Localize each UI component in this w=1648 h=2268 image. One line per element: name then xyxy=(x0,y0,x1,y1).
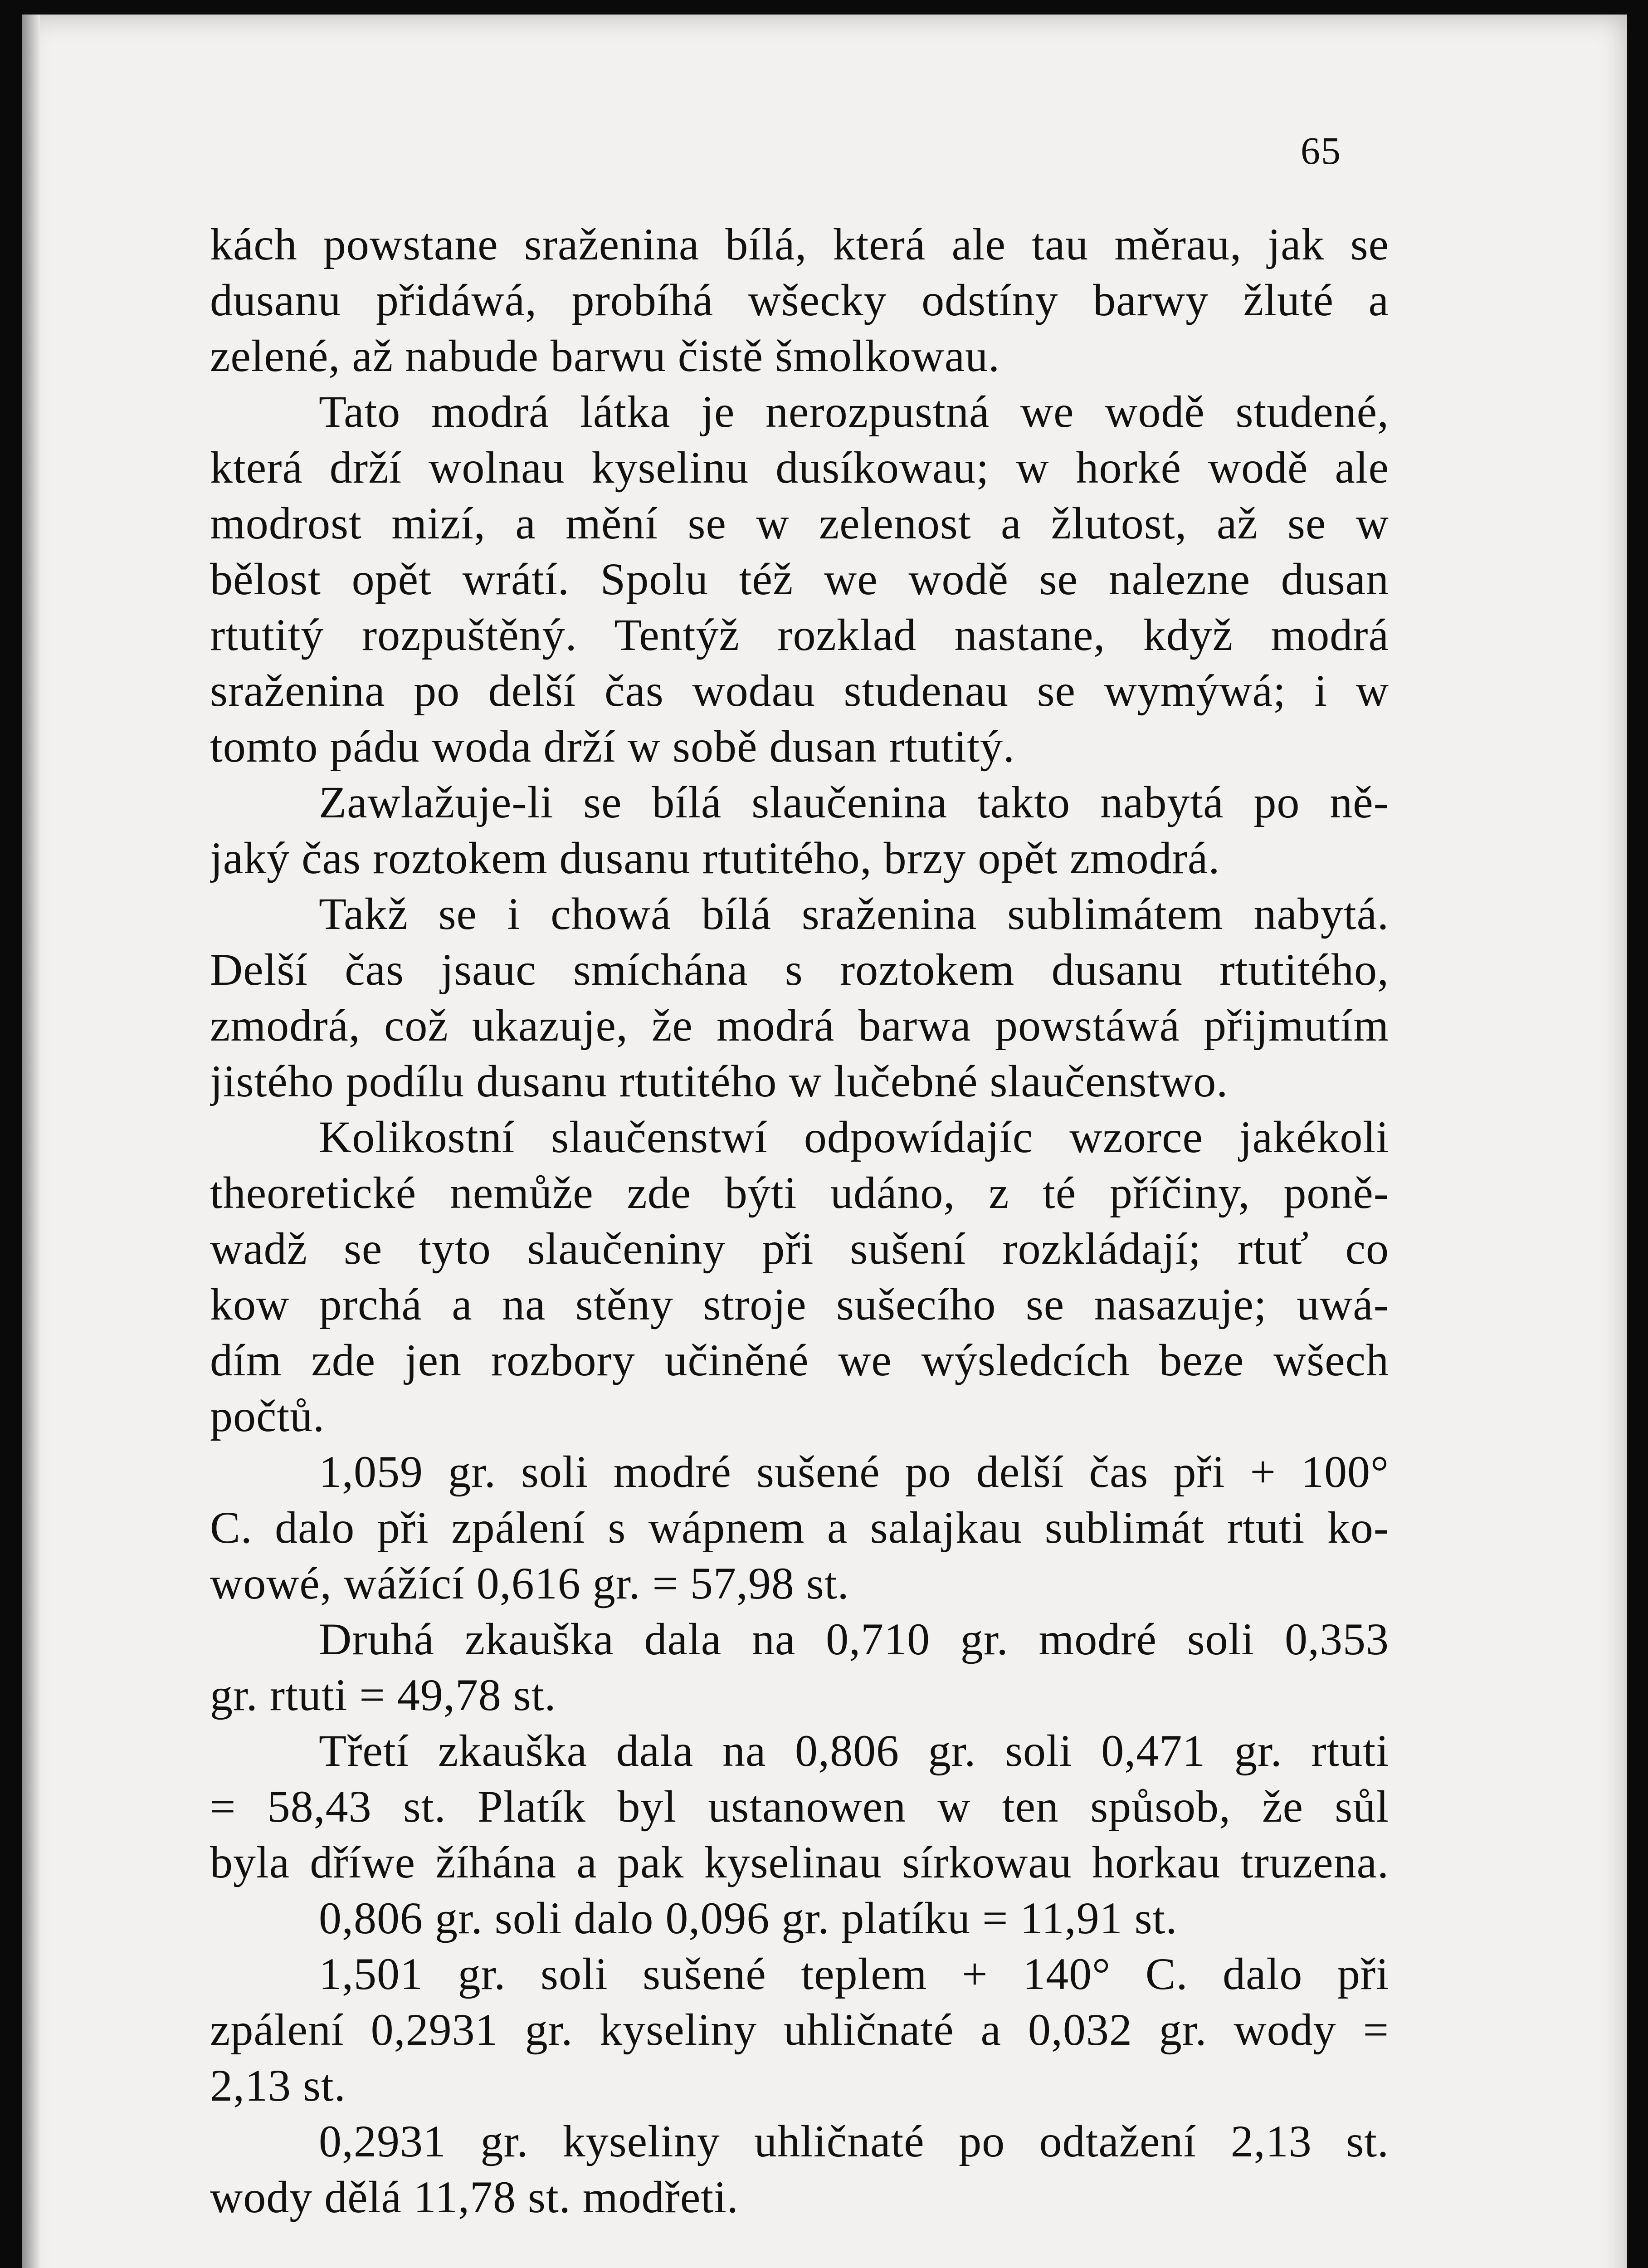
text-line: jistého podílu dusanu rtutitého w lučebné slaučenstwo. xyxy=(210,1056,1229,1106)
text-line: Zawlažuje-li se bílá slaučenina takto nabytá po ně- xyxy=(319,777,1389,827)
text-line: gr. rtuti = 49,78 st. xyxy=(210,1670,556,1720)
text-line: kách powstane sraženina bílá, která ale tau měrau, jak se xyxy=(210,219,1389,269)
text-line: zelené, až nabude barwu čistě šmolkowau. xyxy=(210,331,1000,381)
text-line: = 58,43 st. Platík byl ustanowen w ten spůsob, že sůl xyxy=(210,1781,1389,1832)
body-text xyxy=(210,216,1389,2225)
text-line: Třetí zkauška dala na 0,806 gr. soli 0,471 gr. rtuti xyxy=(319,1725,1389,1776)
page-spine-shadow xyxy=(22,15,40,2268)
text-line: zpálení 0,2931 gr. kyseliny uhličnaté a 0,032 gr. wody = xyxy=(210,2004,1389,2055)
text-line: Druhá zkauška dala na 0,710 gr. modré soli 0,353 xyxy=(319,1614,1389,1664)
text-line: jaký čas roztokem dusanu rtutitého, brzy opět zmodrá. xyxy=(210,833,1220,883)
text-line: 2,13 st. xyxy=(210,2060,346,2111)
text-line: Tato modrá látka je nerozpustná we wodě studené, xyxy=(319,386,1389,437)
text-line: Delší čas jsauc smíchána s roztokem dusanu rtutitého, xyxy=(210,944,1389,995)
book-page xyxy=(22,15,1627,2268)
text-line: modrost mizí, a mění se w zelenost a žlutost, až se w xyxy=(210,498,1389,548)
text-line: wowé, wážící 0,616 gr. = 57,98 st. xyxy=(210,1558,849,1608)
text-line: theoretické nemůže zde býti udáno, z té příčiny, poně- xyxy=(210,1168,1389,1218)
text-line: Takž se i chowá bílá sraženina sublimátem nabytá. xyxy=(319,889,1389,939)
text-line: kow prchá a na stěny stroje sušecího se nasazuje; uwá- xyxy=(210,1279,1389,1330)
text-line: 0,806 gr. soli dalo 0,096 gr. platíku = 11,91 st. xyxy=(319,1893,1178,1943)
text-line: wadž se tyto slaučeniny při sušení rozkládají; rtuť co xyxy=(210,1223,1389,1274)
text-line: bělost opět wrátí. Spolu též we wodě se nalezne dusan xyxy=(210,554,1389,604)
text-line: dusanu přidáwá, probíhá wšecky odstíny barwy žluté a xyxy=(210,275,1389,325)
text-line: 1,059 gr. soli modré sušené po delší čas při + 100° xyxy=(319,1447,1389,1497)
text-line: zmodrá, což ukazuje, že modrá barwa powstáwá přijmutím xyxy=(210,1000,1389,1051)
text-line: tomto pádu woda drží w sobě dusan rtutitý. xyxy=(210,721,1015,772)
text-line: rtutitý rozpuštěný. Tentýž rozklad nastane, když modrá xyxy=(210,610,1389,660)
text-line: 1,501 gr. soli sušené teplem + 140° C. dalo při xyxy=(319,1949,1389,1999)
text-line: byla dříwe žíhána a pak kyselinau sírkowau horkau truzena. xyxy=(210,1837,1389,1887)
text-line: 0,2931 gr. kyseliny uhličnaté po odtažení 2,13 st. xyxy=(319,2116,1389,2166)
text-line: sraženina po delší čas wodau studenau se wymýwá; i w xyxy=(210,665,1389,716)
text-line: C. dalo při zpálení s wápnem a salajkau sublimát rtuti ko- xyxy=(210,1502,1389,1553)
text-line: wody dělá 11,78 st. modřeti. xyxy=(210,2172,739,2222)
text-line: počtů. xyxy=(210,1391,325,1441)
text-line: dím zde jen rozbory učiněné we wýsledcích beze wšech xyxy=(210,1335,1389,1385)
text-line: Kolikostní slaučenstwí odpowídajíc wzorce jakékoli xyxy=(319,1112,1389,1162)
page-number: 65 xyxy=(1301,129,1341,172)
text-line: která drží wolnau kyselinu dusíkowau; w horké wodě ale xyxy=(210,442,1389,493)
